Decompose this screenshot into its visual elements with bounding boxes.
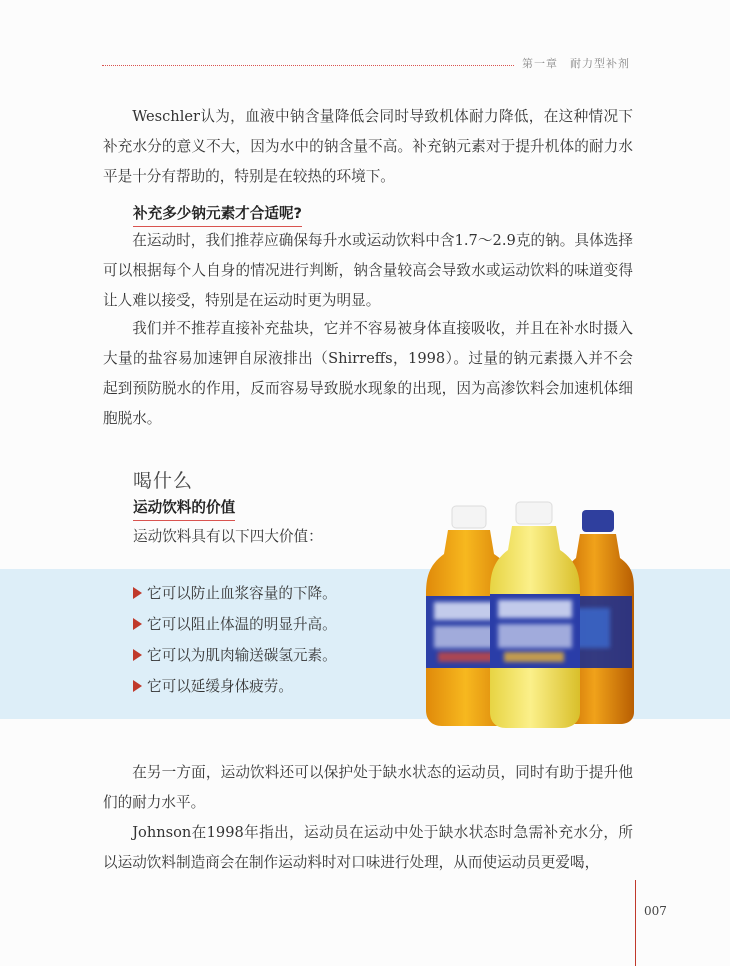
subheading-sodium-amount: 补充多少钠元素才合适呢? [133, 202, 302, 227]
page-number: 007 [644, 904, 667, 918]
bottle-middle [490, 502, 580, 728]
triangle-bullet-icon [133, 618, 142, 630]
value-list [133, 583, 337, 707]
header-dotted-rule [102, 65, 514, 66]
list-item: 它可以防止血浆容量的下降。 [133, 583, 337, 614]
list-item: 它可以为肌肉输送碳氢元素。 [133, 645, 337, 676]
paragraph-weschler: Weschler认为，血液中钠含量降低会同时导致机体耐力降低，在这种情况下补充水分的意义不大，因为水中的钠含量不高。补充钠元素对于提升机体的耐力水平是十分有帮助的，特别是在较热的环境下。 [103, 108, 633, 185]
paragraph-johnson: Johnson在1998年指出，运动员在运动中处于缺水状态时急需补充水分，所以运动饮料制造商会在制作运动料时对口味进行处理，从而使运动员更爱喝， [103, 824, 633, 871]
sports-drink-bottles-image [420, 498, 640, 730]
paragraph-salt-tablets: 我们并不推荐直接补充盐块，它并不容易被身体直接吸收，并且在补水时摄入大量的盐容易加速钾自尿液排出（Shirreffs，1998）。过量的钠元素摄入并不会起到预防脱水的作用，反而容易导致脱水现象的出现，因为高渗饮料会加速机体细胞脱水。 [103, 320, 633, 427]
subheading-sports-drink-value: 运动饮料的价值 [133, 496, 235, 521]
triangle-bullet-icon [133, 649, 142, 661]
paragraph-sodium-recommendation: 在运动时，我们推荐应确保每升水或运动饮料中含1.7～2.9克的钠。具体选择可以根据每个人自身的情况进行判断，钠含量较高会导致水或运动饮料的味道变得让人难以接受，特别是在运动时更为明显。 [103, 232, 633, 309]
triangle-bullet-icon [133, 587, 142, 599]
running-header: 第一章 耐力型补剂 [522, 57, 630, 70]
triangle-bullet-icon [133, 680, 142, 692]
list-item: 它可以阻止体温的明显升高。 [133, 614, 337, 645]
section-title-what-to-drink: 喝什么 [133, 470, 194, 492]
page-number-rule [635, 880, 636, 966]
paragraph-dehydration-protection: 在另一方面，运动饮料还可以保护处于缺水状态的运动员，同时有助于提升他们的耐力水平。 [103, 764, 633, 811]
list-intro: 运动饮料具有以下四大价值： [133, 528, 323, 545]
list-item: 它可以延缓身体疲劳。 [133, 676, 337, 707]
